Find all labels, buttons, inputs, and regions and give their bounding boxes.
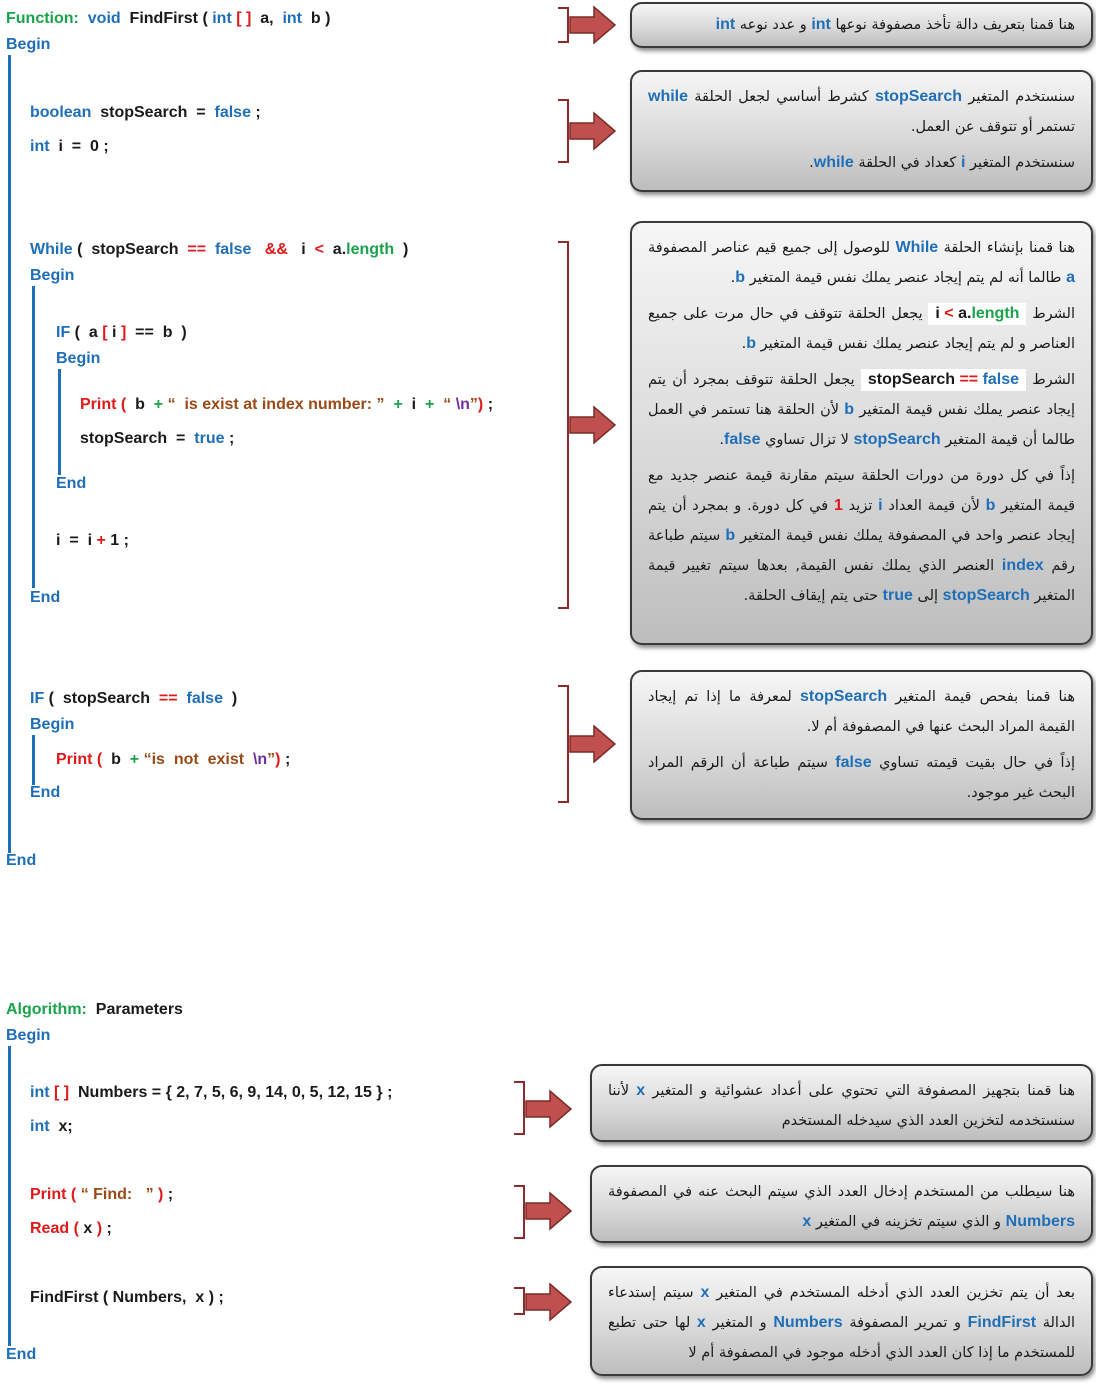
note-while-loop: هنا قمنا بإنشاء الحلقة While للوصول إلى جميع قيم عناصر المصفوفة a طالما أنه لم يتم إيجاد عنصر يملك نفس قيمة المتغير b. الشرط i < a.length يجعل الحلقة تتوقف في حال مرت على جميع العناصر و لم يتم إيجاد عنصر يملك نفس قيمة المتغير b. الشرط stopSearch == false يجعل الحلقة تتوقف بمجرد أن يتم إيجاد عنصر يملك نفس قيمة المتغير b لأن الحلقة هنا تستمر في العمل طالما أن قيمة المتغير stopSearch لا تزال تساوي false. إذاً في كل دورة من دورات الحلقة سيتم مقارنة قيمة عنصر جديد مع قيمة المتغير b لأن قيمة العداد i تزيد 1 في كل دورة. و بمجرد أن يتم إيجاد عنصر واحد في المصفوفة يملك نفس قيمة المتغير b سيتم طباعة رقم index العنصر الذي يملك نفس القيمة, بعدها سيتم تغيير قيمة المتغير stopSearch إلى true حتى يتم إيقاف الحلقة. [630,221,1093,645]
algorithm-scope-line [8,1046,11,1346]
code-read-x: Read ( x ) ; [30,1220,112,1237]
if-end: End [56,475,87,492]
code-int-x: int x; [30,1118,73,1135]
code-while: While ( stopSearch == false && i < a.length ) [30,241,409,258]
algorithm-header: Algorithm: Parameters [6,1001,183,1018]
arrow-1-icon [568,4,618,46]
if2-scope-line [32,735,35,785]
code-if-compare: IF ( a [ i ] == b ) [56,324,187,341]
note-variables: سنستخدم المتغير stopSearch كشرط أساسي لجعل الحلقة while تستمر أو تتوقف عن العمل. سنستخدم المتغير i كعداد في الحلقة while. [630,70,1093,192]
note-call-function: بعد أن يتم تخزين العدد الذي أدخله المستخدم في المتغير x سيتم إستدعاء الدالة FindFirst و تمرير المصفوفة Numbers و المتغير x لها حتى تطبع للمستخدم ما إذا كان العدد الذي أدخله موجود في المصفوفة أم لا [590,1266,1093,1376]
while-scope-line [32,286,35,588]
arrow-7-icon [524,1281,574,1323]
code-int-i: int i = 0 ; [30,138,109,155]
code-increment: i = i + 1 ; [56,532,129,549]
function-begin: Begin [6,36,51,53]
while-begin: Begin [30,267,75,284]
code-stopsearch-true: stopSearch = true ; [80,430,235,447]
note-numbers-array: هنا قمنا بتجهيز المصفوفة التي تحتوي على أعداد عشوائية و المتغير x لأننا سنستخدمه لتخزين العدد الذي سيدخله المستخدم [590,1064,1093,1142]
if-scope-line [58,369,61,475]
code-numbers-array: int [ ] Numbers = { 2, 7, 5, 6, 9, 14, 0, 5, 12, 15 } ; [30,1084,393,1101]
code-if-not-found: IF ( stopSearch == false ) [30,690,238,707]
algorithm-end: End [6,1346,37,1363]
arrow-5-icon [524,1088,574,1130]
code-boolean-stopsearch: boolean stopSearch = false ; [30,104,261,121]
code-print-found: Print ( b + “ is exist at index number: ” + i + “ \n”) ; [80,396,494,413]
note-read-input: هنا سيطلب من المستخدم إدخال العدد الذي سيتم البحث عنه في المصفوفة Numbers و الذي سيتم تخزينه في المتغير x [590,1165,1093,1243]
algorithm-begin: Begin [6,1027,51,1044]
code-call-findfirst: FindFirst ( Numbers, x ) ; [30,1289,224,1306]
while-end: End [30,589,61,606]
condition-chip-stopsearch: stopSearch == false [861,369,1026,391]
code-print-find: Print ( “ Find: ” ) ; [30,1186,174,1203]
note-function-definition: هنا قمنا بتعريف دالة تأخذ مصفوفة نوعها int و عدد نوعه int [630,2,1093,48]
arrow-4-icon [568,723,618,765]
arrow-6-icon [524,1190,574,1232]
function-end: End [6,852,37,869]
code-print-not-found: Print ( b + “is not exist \n”) ; [56,751,291,768]
if-begin: Begin [56,350,101,367]
if2-begin: Begin [30,716,75,733]
arrow-3-icon [568,404,618,446]
arrow-2-icon [568,110,618,152]
note-not-found-check: هنا قمنا بفحص قيمة المتغير stopSearch لمعرفة ما إذا تم إيجاد القيمة المراد البحث عنها في المصفوفة أم لا. إذاً في حال بقيت قيمته تساوي false سيتم طباعة أن الرقم المراد البحث غير موجود. [630,670,1093,820]
function-header: Function: void FindFirst ( int [ ] a, int b ) [6,10,331,27]
if2-end: End [30,784,61,801]
function-scope-line [8,55,11,853]
condition-chip-length: i < a.length [928,303,1026,325]
